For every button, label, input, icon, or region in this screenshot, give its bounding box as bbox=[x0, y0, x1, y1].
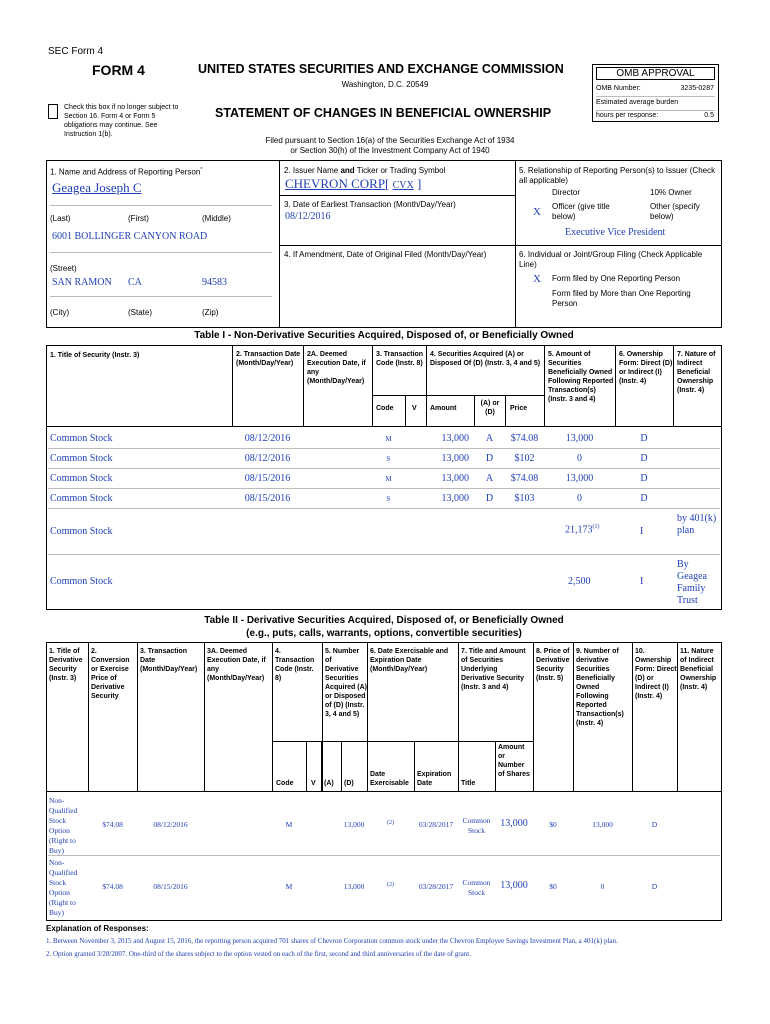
t1-amount: 13,000 bbox=[441, 493, 469, 504]
t1-code: S bbox=[386, 455, 391, 463]
t1-code: M bbox=[385, 475, 392, 483]
t2-ex: (2) bbox=[387, 820, 394, 826]
filed-pursuant: Filed pursuant to Section 16(a) of the Securities Exchange Act of 1934 or Section 30(h) of the Investment Company Act of 1940 bbox=[265, 136, 515, 155]
t1-price: $74.08 bbox=[510, 473, 539, 484]
t1-owned: 0 bbox=[577, 453, 582, 464]
t2-exp: 03/28/2017 bbox=[418, 882, 454, 891]
state-value: CA bbox=[128, 277, 142, 288]
table1-title: Table I - Non-Derivative Securities Acquired, Disposed of, or Beneficially Owned bbox=[194, 330, 574, 341]
row-divider bbox=[48, 488, 720, 489]
t2-h6: 6. Date Exercisable and Expiration Date (Month/Day/Year) bbox=[370, 648, 449, 673]
t2-h7: 7. Title and Amount of Securities Underlying Derivative Security (Instr. 3 and 4) bbox=[461, 648, 526, 691]
row-divider bbox=[48, 448, 720, 449]
officer-title: Executive Vice President bbox=[565, 227, 666, 238]
last-label: (Last) bbox=[50, 214, 71, 223]
t2-h11: 11. Nature of Indirect Beneficial Ownership (Instr. 4) bbox=[680, 648, 717, 691]
t2-ushares: 13,000 bbox=[500, 880, 528, 891]
table2-title: Table II - Derivative Securities Acquired, Disposed of, or Beneficially Owned (e.g., puts, calls, warrants, options, convertible securities) bbox=[204, 615, 564, 639]
omb-number-value: 3235-0287 bbox=[680, 85, 714, 92]
explanation-title: Explanation of Responses: bbox=[46, 924, 149, 933]
t1-price-head: Price bbox=[510, 405, 528, 412]
omb-title: OMB APPROVAL bbox=[596, 67, 715, 80]
t2-code: M bbox=[285, 820, 293, 829]
t1-amount: 13,000 bbox=[441, 473, 469, 484]
one-person-label: Form filed by One Reporting Person bbox=[552, 274, 681, 283]
t2-form: D bbox=[651, 820, 658, 829]
t1-amount: 13,000 bbox=[441, 453, 469, 464]
street-value: 6001 BOLLINGER CANYON ROAD bbox=[52, 231, 208, 242]
form-title: FORM 4 bbox=[92, 62, 145, 78]
t1-title: Common Stock bbox=[50, 453, 113, 464]
t1-h1: 1. Title of Security (Instr. 3) bbox=[50, 352, 140, 359]
t2-exp-head: Expiration Date bbox=[417, 771, 452, 787]
t1-ad: A bbox=[485, 433, 494, 444]
t2-owned: 13,000 bbox=[592, 820, 613, 829]
t1-code: S bbox=[386, 495, 391, 503]
box4-label: 4. If Amendment, Date of Original Filed (Month/Day/Year) bbox=[284, 250, 487, 259]
t2-exp: 03/28/2017 bbox=[418, 820, 454, 829]
zip-value: 94583 bbox=[202, 277, 227, 288]
t2-date: 08/15/2016 bbox=[153, 882, 188, 891]
t1-code: M bbox=[385, 435, 392, 443]
t1-date: 08/15/2016 bbox=[244, 493, 291, 504]
burden-label: Estimated average burden bbox=[596, 99, 679, 106]
t1-row5-title: Common Stock bbox=[50, 526, 113, 537]
zip-label: (Zip) bbox=[202, 308, 219, 317]
t2-d: 13,000 bbox=[343, 820, 365, 829]
city-label: (City) bbox=[50, 308, 70, 317]
t2-h2: 2. Conversion or Exercise Price of Derivative Security bbox=[91, 648, 130, 700]
t1-form: D bbox=[640, 433, 648, 444]
t1-h4: 4. Securities Acquired (A) or Disposed Of (D) (Instr. 3, 4 and 5) bbox=[430, 351, 541, 367]
t2-h10: 10. Ownership Form: Direct (D) or Indirect (I) (Instr. 4) bbox=[635, 648, 677, 700]
t1-title: Common Stock bbox=[50, 493, 113, 504]
box3-label: 3. Date of Earliest Transaction (Month/Day/Year) bbox=[284, 200, 456, 209]
t2-ex: (2) bbox=[387, 882, 394, 888]
t2-code-head: Code bbox=[276, 780, 294, 787]
box6-label: 6. Individual or Joint/Group Filing (Check Applicable Line) bbox=[519, 250, 703, 269]
officer-check-mark: X bbox=[533, 206, 541, 218]
t1-ad: A bbox=[485, 473, 494, 484]
city-value: SAN RAMON bbox=[52, 277, 112, 288]
t2-date: 08/12/2016 bbox=[153, 820, 188, 829]
t1-title: Common Stock bbox=[50, 433, 113, 444]
t2-ushares: 13,000 bbox=[500, 818, 528, 829]
t1-owned: 0 bbox=[577, 493, 582, 504]
checkbox-text: Check this box if no longer subject to Section 16. Form 4 or Form 5 obligations may continue. See Instruction 1(b). bbox=[64, 104, 179, 138]
t2-owned: 0 bbox=[600, 882, 605, 891]
t1-aord-head: (A) or (D) bbox=[480, 400, 500, 416]
footnote-1: 1. Between November 3, 2015 and August 15, 2016, the reporting person acquired 701 shares of Chevron Corporation common stock under the Chevron Employee Savings Investment Plan, a 401(k) plan. bbox=[46, 937, 618, 945]
t1-row5-nature: by 401(k) plan bbox=[677, 513, 717, 536]
omb-number-label: OMB Number: bbox=[596, 85, 641, 92]
t1-date: 08/12/2016 bbox=[244, 453, 291, 464]
t2-h3a: 3A. Deemed Execution Date, if any (Month/Day/Year) bbox=[207, 648, 266, 682]
t2-a-head: (A) bbox=[324, 780, 334, 787]
t2-title: Non-Qualified Stock Option (Right to Buy) bbox=[49, 858, 78, 917]
t1-row6-form: I bbox=[640, 576, 644, 587]
footnote-2: 2. Option granted 3/28/2007. One-third of the shares subject to the option vested on each of the first, second and third anniversaries of the date of grant. bbox=[46, 950, 471, 958]
one-person-check-mark: X bbox=[533, 273, 541, 285]
t1-h6: 6. Ownership Form: Direct (D) or Indirect (I) (Instr. 4) bbox=[619, 351, 673, 385]
t1-title: Common Stock bbox=[50, 473, 113, 484]
t1-amount-head: Amount bbox=[430, 405, 457, 412]
director-label: Director bbox=[552, 188, 581, 197]
no-longer-subject-checkbox[interactable] bbox=[48, 104, 58, 119]
hours-value: 0.5 bbox=[704, 112, 714, 119]
row-divider bbox=[48, 508, 720, 509]
t2-h4: 4. Transaction Code (Instr. 8) bbox=[275, 648, 315, 682]
t1-row6-owned: 2,500 bbox=[568, 576, 591, 587]
t2-title: Non-Qualified Stock Option (Right to Buy) bbox=[49, 796, 78, 855]
t1-code-head: Code bbox=[376, 405, 394, 412]
t2-amount-head: Amount or Number of Shares bbox=[498, 744, 530, 778]
t1-h2: 2. Transaction Date (Month/Day/Year) bbox=[236, 351, 301, 367]
t2-utitle: Common Stock bbox=[462, 816, 491, 835]
first-label: (First) bbox=[128, 214, 149, 223]
t1-price: $103 bbox=[514, 493, 535, 504]
street-label: (Street) bbox=[50, 264, 77, 273]
issuer-name: CHEVRON CORP[ CVX ] bbox=[285, 176, 422, 191]
t1-ad: D bbox=[485, 453, 494, 464]
t1-date: 08/15/2016 bbox=[244, 473, 291, 484]
issuer-link[interactable]: CHEVRON CORP bbox=[285, 176, 386, 191]
t1-row5-owned: 21,173$^{(1)}$ bbox=[565, 524, 600, 536]
commission-title: UNITED STATES SECURITIES AND EXCHANGE COMMISSION bbox=[198, 62, 564, 76]
t2-utitle: Common Stock bbox=[462, 878, 491, 897]
t1-price: $102 bbox=[514, 453, 535, 464]
t1-row5-form: I bbox=[640, 526, 644, 537]
t2-h1: 1. Title of Derivative Security (Instr. 3) bbox=[49, 648, 83, 682]
statement-title: STATEMENT OF CHANGES IN BENEFICIAL OWNERSHIP bbox=[215, 106, 552, 120]
t1-h3: 3. Transaction Code (Instr. 8) bbox=[376, 351, 424, 367]
t2-code: M bbox=[285, 882, 293, 891]
t2-form: D bbox=[651, 882, 658, 891]
t1-form: D bbox=[640, 473, 648, 484]
t1-v-head: V bbox=[412, 405, 417, 412]
t2-v-head: V bbox=[311, 780, 316, 787]
omb-approval-box bbox=[592, 64, 719, 122]
officer-label: Officer (give title below) bbox=[552, 202, 610, 221]
box1-label: 1. Name and Address of Reporting Person* bbox=[50, 167, 203, 177]
t2-conv: $74.08 bbox=[102, 882, 123, 891]
middle-label: (Middle) bbox=[202, 214, 231, 223]
t2-h8: 8. Price of Derivative Security (Instr. 5) bbox=[536, 648, 570, 682]
earliest-transaction-date: 08/12/2016 bbox=[285, 211, 331, 222]
t1-ad: D bbox=[485, 493, 494, 504]
t1-row6-title: Common Stock bbox=[50, 576, 113, 587]
t2-h5: 5. Number of Derivative Securities Acquired (A) or Disposed of (D) (Instr. 3, 4 and 5) bbox=[325, 648, 367, 718]
t1-owned: 13,000 bbox=[565, 473, 594, 484]
other-label: Other (specify below) bbox=[650, 202, 700, 221]
t2-price: $0 bbox=[549, 882, 557, 891]
t2-h3: 3. Transaction Date (Month/Day/Year) bbox=[140, 648, 198, 673]
reporting-person-name-link[interactable]: Geagea Joseph C bbox=[52, 180, 142, 195]
t1-h5: 5. Amount of Securities Beneficially Owned Following Reported Transaction(s) (Instr. 3 and 4) bbox=[548, 351, 614, 403]
t1-h2a: 2A. Deemed Execution Date, if any (Month/Day/Year) bbox=[307, 351, 366, 385]
t2-d: 13,000 bbox=[343, 882, 365, 891]
t1-h7: 7. Nature of Indirect Beneficial Ownership (Instr. 4) bbox=[677, 351, 716, 394]
state-label: (State) bbox=[128, 308, 153, 317]
ten-percent-owner-label: 10% Owner bbox=[650, 188, 692, 197]
t1-owned: 13,000 bbox=[565, 433, 594, 444]
t2-date-ex-head: Date Exercisable bbox=[370, 771, 409, 787]
row-divider bbox=[48, 855, 720, 856]
sec-form-label: SEC Form 4 bbox=[48, 46, 104, 57]
t2-title-head: Title bbox=[461, 780, 476, 787]
t1-amount: 13,000 bbox=[441, 433, 469, 444]
more-persons-label: Form filed by More than One Reporting Person bbox=[552, 289, 691, 308]
t2-d-head: (D) bbox=[344, 780, 354, 787]
t2-price: $0 bbox=[549, 820, 557, 829]
row-divider bbox=[48, 468, 720, 469]
t2-h9: 9. Number of derivative Securities Beneficially Owned Following Reported Transaction(s) (Instr. 4) bbox=[576, 648, 624, 727]
t1-row6-nature: By Geagea Family Trust bbox=[677, 559, 707, 606]
washington-line: Washington, D.C. 20549 bbox=[341, 80, 429, 89]
t1-price: $74.08 bbox=[510, 433, 539, 444]
hours-label: hours per response: bbox=[596, 112, 659, 119]
t1-date: 08/12/2016 bbox=[244, 433, 291, 444]
t1-form: D bbox=[640, 453, 648, 464]
box5-label: 5. Relationship of Reporting Person(s) to Issuer (Check all applicable) bbox=[519, 166, 716, 185]
t2-conv: $74.08 bbox=[102, 820, 123, 829]
box2-label: 2. Issuer Name and Ticker or Trading Symbol bbox=[284, 166, 446, 175]
t1-form: D bbox=[640, 493, 648, 504]
ticker-link[interactable]: CVX bbox=[392, 180, 414, 191]
